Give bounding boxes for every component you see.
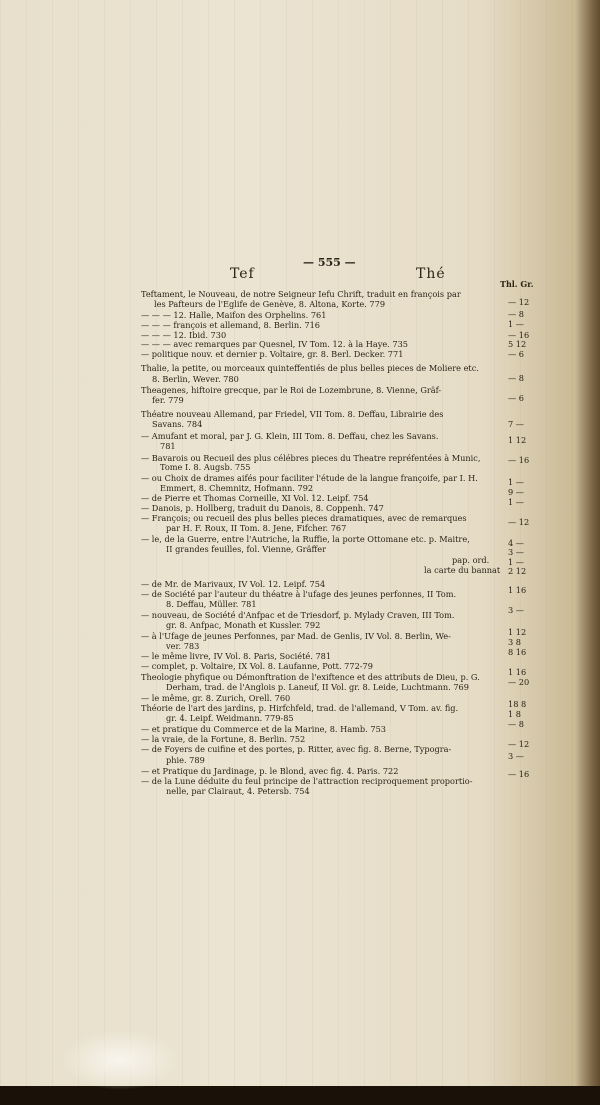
- price-cell: 3 —: [508, 547, 524, 557]
- price-cell: — 12: [508, 297, 530, 307]
- entry-line: — — — françois et allemand, 8. Berlin. 716: [141, 320, 321, 330]
- entry-line: II grandes feuilles, fol. Vienne, Gräffer: [166, 544, 327, 554]
- header-right-catchword: Thé: [416, 266, 446, 282]
- entry-line: nelle, par Clairaut, 4. Petersb. 754: [166, 786, 310, 796]
- entry-line: 781: [160, 441, 176, 451]
- entry-line: — de Société par l'auteur du théatre à l'ufage des jeunes perfonnes, II Tom.: [141, 589, 457, 599]
- page-fold-shadow: [575, 0, 600, 1086]
- entry-line: 8. Berlin, Wever. 780: [152, 374, 239, 384]
- price-cell: — 6: [508, 393, 524, 403]
- price-cell: 1 —: [508, 497, 524, 507]
- price-cell: — 20: [508, 677, 530, 687]
- entry-line: — à l'Ufage de jeunes Perfonnes, par Mad. de Genlis, IV Vol. 8. Berlin, We-: [141, 631, 451, 641]
- price-cell: — 8: [508, 309, 524, 319]
- entry-line: — — — 12. Halle, Maifon des Orphelins. 761: [141, 310, 327, 320]
- entry-line: — Amufant et moral, par J. G. Klein, III Tom. 8. Deffau, chez les Savans.: [141, 431, 439, 441]
- price-cell: 1 12: [508, 627, 527, 637]
- entry-line: — de Foyers de cuifine et des portes, p. Ritter, avec fig. 8. Berne, Typogra-: [141, 744, 452, 754]
- price-cell: — 16: [508, 330, 530, 340]
- price-cell: 3 8: [508, 637, 522, 647]
- entry-line: — et pratique du Commerce et de la Marine, 8. Hamb. 753: [141, 724, 386, 734]
- price-cell: 1 8: [508, 709, 522, 719]
- entry-line: Emmert, 8. Chemnitz, Hofmann. 792: [160, 483, 314, 493]
- running-header: [140, 256, 520, 280]
- entry-line: pap. ord.: [452, 555, 490, 565]
- entry-line: — Bavarois ou Recueil des plus célébres pieces du Theatre repréfentées à Munic,: [141, 453, 481, 463]
- price-cell: — 16: [508, 769, 530, 779]
- entry-line: Tome I. 8. Augsb. 755: [160, 462, 251, 472]
- price-cell: 3 —: [508, 605, 524, 615]
- entry-line: ver. 783: [166, 641, 200, 651]
- price-cell: 7 —: [508, 419, 524, 429]
- entry-line: — nouveau, de Société d'Anfpac et de Triesdorf, p. Mylady Craven, III Tom.: [141, 610, 455, 620]
- entry-line: fer. 779: [152, 395, 184, 405]
- entry-line: 8. Deffau, Müller. 781: [166, 599, 257, 609]
- entry-line: Théorie de l'art des jardins, p. Hirfchfeld, trad. de l'allemand, V Tom. av. fig.: [141, 703, 459, 713]
- price-cell: — 12: [508, 517, 530, 527]
- entry-line: — de Mr. de Marivaux, IV Vol. 12. Leipf. 754: [141, 579, 326, 589]
- price-cell: 18 8: [508, 699, 527, 709]
- price-cell: 2 12: [508, 566, 527, 576]
- price-cell: 5 12: [508, 339, 527, 349]
- price-cell: 8 16: [508, 647, 527, 657]
- entry-line: par H. F. Roux, II Tom. 8. Jene, Fifcher. 767: [166, 523, 347, 533]
- price-cell: 1 16: [508, 667, 527, 677]
- entry-line: — et Pratique du Jardinage, p. le Blond, avec fig. 4. Paris. 722: [141, 766, 399, 776]
- entry-line: Theagenes, hiftoire grecque, par le Roi de Lozembrune, 8. Vienne, Gräf-: [141, 385, 442, 395]
- entry-line: — ou Choix de drames aifés pour faciliter l'étude de la langue françoife, par I. H.: [141, 473, 478, 483]
- price-cell: — 16: [508, 455, 530, 465]
- entry-line: — de Pierre et Thomas Corneille, XI Vol. 12. Leipf. 754: [141, 493, 369, 503]
- entry-line: la carte du bannat: [424, 565, 501, 575]
- price-column-header: Thl. Gr.: [500, 279, 534, 289]
- price-cell: 1 —: [508, 477, 524, 487]
- paper-stain: [60, 1030, 180, 1090]
- entry-line: Teftament, le Nouveau, de notre Seigneur Iefu Chrift, traduit en françois par: [141, 289, 461, 299]
- price-cell: — 6: [508, 349, 524, 359]
- entry-line: Theologie phyfique ou Démonftration de l'exiftence et des attributs de Dieu, p. G.: [141, 672, 480, 682]
- price-cell: — 8: [508, 719, 524, 729]
- price-cell: 9 —: [508, 487, 524, 497]
- price-cell: — 12: [508, 739, 530, 749]
- header-left-catchword: Tef: [230, 266, 255, 282]
- price-cell: 1 12: [508, 435, 527, 445]
- entry-line: — complet, p. Voltaire, IX Vol. 8. Laufanne, Pott. 772-79: [141, 661, 373, 671]
- entry-line: — — — avec remarques par Quesnel, IV Tom. 12. à la Haye. 735: [141, 339, 409, 349]
- price-cell: 4 —: [508, 538, 524, 548]
- page-number: — 555 —: [303, 256, 356, 269]
- price-cell: 1 —: [508, 319, 524, 329]
- entry-line: — le même livre, IV Vol. 8. Paris, Société. 781: [141, 651, 332, 661]
- price-cell: 1 16: [508, 585, 527, 595]
- entry-line: — — — 12. Ibid. 730: [141, 330, 227, 340]
- entry-line: gr. 4. Leipf. Weidmann. 779-85: [166, 713, 294, 723]
- entry-line: Savans. 784: [152, 419, 203, 429]
- entry-line: Thalie, la petite, ou morceaux quinteffentiés de plus belles pieces de Moliere etc.: [141, 363, 479, 373]
- entry-line: — François; ou recueil des plus belles pieces dramatiques, avec de remarques: [141, 513, 467, 523]
- entry-line: — le, de la Guerre, entre l'Autriche, la Ruffie, la porte Ottomane etc. p. Maitre,: [141, 534, 470, 544]
- entry-line: phie. 789: [166, 755, 205, 765]
- entry-line: — le même, gr. 8. Zurich, Orell. 760: [141, 693, 291, 703]
- entry-line: — la vraie, de la Fortune, 8. Berlin. 752: [141, 734, 306, 744]
- entry-line: gr. 8. Anfpac, Monath et Kussler. 792: [166, 620, 321, 630]
- price-cell: 3 —: [508, 751, 524, 761]
- entry-line: Théatre nouveau Allemand, par Friedel, VII Tom. 8. Deffau, Librairie des: [141, 409, 444, 419]
- entry-line: Derham, trad. de l'Anglois p. Laneuf, II Vol. gr. 8. Leide, Luchtmann. 769: [166, 682, 469, 692]
- entry-line: les Pafteurs de l'Eglife de Genève, 8. Altona, Korte. 779: [154, 299, 386, 309]
- price-cell: — 8: [508, 373, 524, 383]
- entry-line: — politique nouv. et dernier p. Voltaire, gr. 8. Berl. Decker. 771: [141, 349, 404, 359]
- entry-line: — de la Lune déduite du feul principe de l'attraction reciproquement proportio-: [141, 776, 473, 786]
- entry-line: — Danois, p. Hollberg, traduit du Danois, 8. Coppenh. 747: [141, 503, 384, 513]
- price-cell: 1 —: [508, 557, 524, 567]
